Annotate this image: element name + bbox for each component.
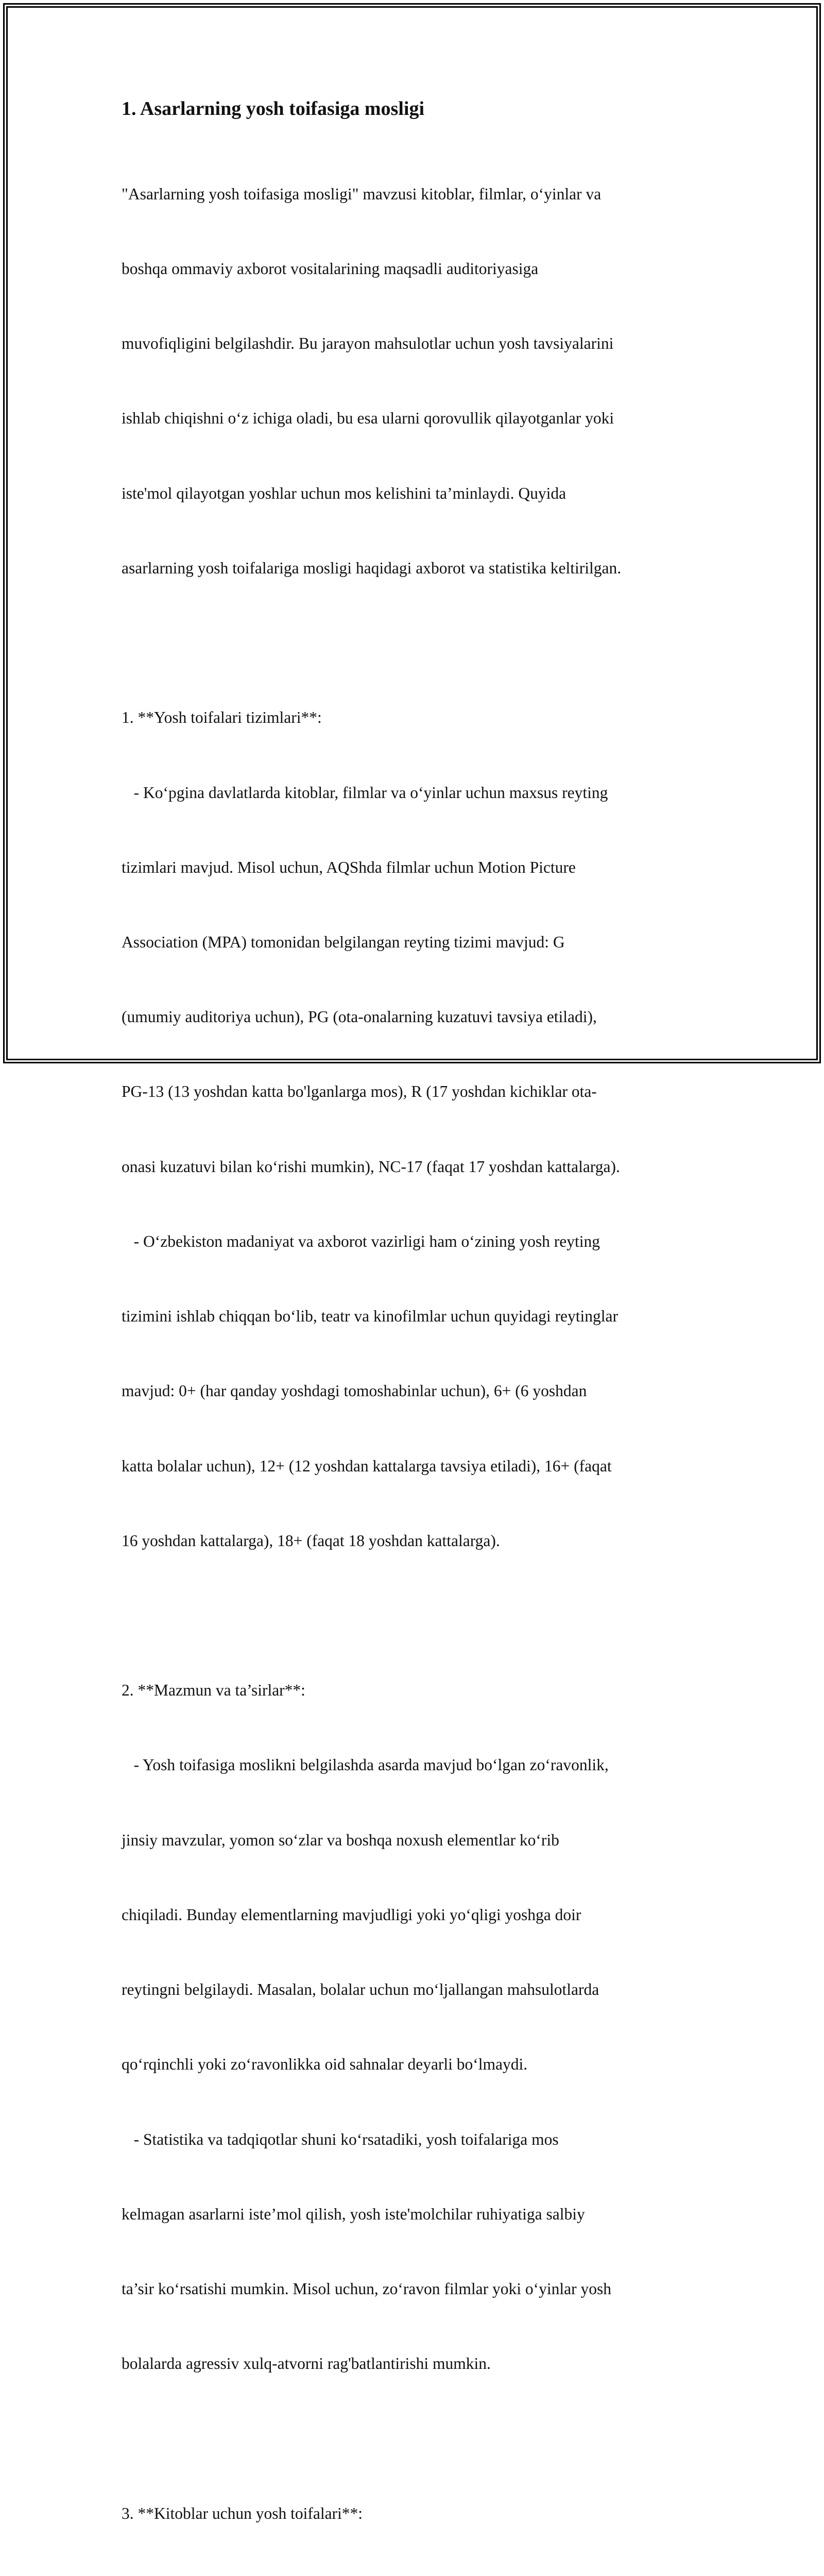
text-line: chiqiladi. Bunday elementlarning mavjudligi yoki yo‘qligi yoshga doir — [122, 1903, 709, 1927]
text-line: - Yosh toifasiga moslikni belgilashda asarda mavjud bo‘lgan zo‘ravonlik, — [122, 1753, 709, 1777]
text-line: 1. **Yosh toifalari tizimlari**: — [122, 705, 709, 730]
text-line: "Asarlarning yosh toifasiga mosligi" mavzusi kitoblar, filmlar, o‘yinlar va — [122, 182, 709, 207]
text-line: - Ko‘pgina davlatlarda kitoblar, filmlar va o‘yinlar uchun maxsus reyting — [122, 781, 709, 805]
text-line: mavjud: 0+ (har qanday yoshdagi tomoshabinlar uchun), 6+ (6 yoshdan — [122, 1379, 709, 1403]
text-line: PG-13 (13 yoshdan katta bo'lganlarga mos), R (17 yoshdan kichiklar ota- — [122, 1079, 709, 1104]
blank-line — [122, 1603, 709, 1628]
text-line: 2. **Mazmun va ta’sirlar**: — [122, 1678, 709, 1703]
text-line: - O‘zbekiston madaniyat va axborot vazirligi ham o‘zining yosh reyting — [122, 1229, 709, 1254]
text-line: tizimini ishlab chiqqan bo‘lib, teatr va kinofilmlar uchun quyidagi reytinglar — [122, 1304, 709, 1329]
text-line: muvofiqligini belgilashdir. Bu jarayon mahsulotlar uchun yosh tavsiyalarini — [122, 331, 709, 356]
text-line: asarlarning yosh toifalariga mosligi haqidagi axborot va statistika keltirilgan. — [122, 556, 709, 581]
text-line: - Statistika va tadqiqotlar shuni ko‘rsatadiki, yosh toifalariga mos — [122, 2127, 709, 2152]
text-line: iste'mol qilayotgan yoshlar uchun mos kelishini ta’minlaydi. Quyida — [122, 481, 709, 506]
text-line: onasi kuzatuvi bilan ko‘rishi mumkin), NC-17 (faqat 17 yoshdan kattalarga). — [122, 1155, 709, 1179]
text-line: katta bolalar uchun), 12+ (12 yoshdan kattalarga tavsiya etiladi), 16+ (faqat — [122, 1454, 709, 1479]
text-line: qo‘rqinchli yoki zo‘ravonlikka oid sahnalar deyarli bo‘lmaydi. — [122, 2052, 709, 2077]
blank-line — [122, 631, 709, 655]
text-line: Association (MPA) tomonidan belgilangan reyting tizimi mavjud: G — [122, 930, 709, 955]
text-line: reytingni belgilaydi. Masalan, bolalar uchun mo‘ljallangan mahsulotlarda — [122, 1977, 709, 2002]
document-body — [122, 96, 709, 2576]
text-line: 16 yoshdan kattalarga), 18+ (faqat 18 yoshdan kattalarga). — [122, 1529, 709, 1553]
text-line: 3. **Kitoblar uchun yosh toifalari**: — [122, 2501, 709, 2526]
text-line: kelmagan asarlarni iste’mol qilish, yosh iste'molchilar ruhiyatiga salbiy — [122, 2202, 709, 2227]
page-title: 1. Asarlarning yosh toifasiga mosligi — [122, 96, 709, 122]
blank-line — [122, 2426, 709, 2451]
document-text — [122, 132, 709, 2576]
text-line: ta’sir ko‘rsatishi mumkin. Misol uchun, zo‘ravon filmlar yoki o‘yinlar yosh — [122, 2277, 709, 2301]
text-line: bolalarda agressiv xulq-atvorni rag'batlantirishi mumkin. — [122, 2351, 709, 2376]
text-line: jinsiy mavzular, yomon so‘zlar va boshqa noxush elementlar ko‘rib — [122, 1828, 709, 1853]
text-line: (umumiy auditoriya uchun), PG (ota-onalarning kuzatuvi tavsiya etiladi), — [122, 1005, 709, 1029]
text-line: ishlab chiqishni o‘z ichiga oladi, bu esa ularni qorovullik qilayotganlar yoki — [122, 406, 709, 431]
text-line: tizimlari mavjud. Misol uchun, AQShda filmlar uchun Motion Picture — [122, 855, 709, 880]
text-line: boshqa ommaviy axborot vositalarining maqsadli auditoriyasiga — [122, 257, 709, 281]
